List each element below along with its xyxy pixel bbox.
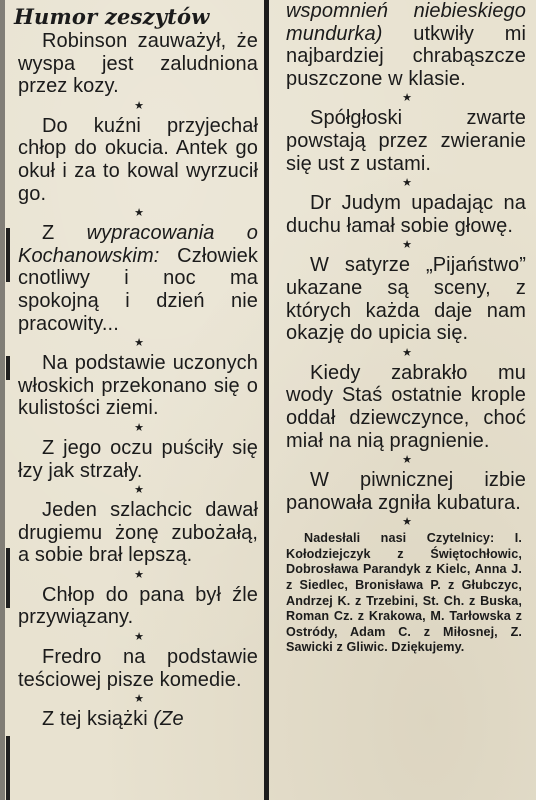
italic-quote: wspomnień niebieskiego mundurka) xyxy=(286,0,526,45)
joke-item xyxy=(8,646,260,691)
joke-item xyxy=(8,499,260,567)
joke-text: Fredro na podstawie teściowej pisze komedie. xyxy=(18,646,258,691)
reader-credits: Nadesłali nasi Czytelnicy: I. Kołodziejczyk z Świętochłowic, Dobrosława Parandyk z Kielc, Anna J. z Siedlec, Bronisława P. z Głubczyc, Andrzej K. z Trzebini, St. Ch. z Buska, Roman Cz. z Krakowa, M. Tarłowska z Ostródy, Adam C. z Miłosnej, Z. Sawicki z Gliwic. Dziękujemy. xyxy=(286,531,522,655)
joke-item xyxy=(8,222,260,335)
star-separator: ★ xyxy=(134,421,144,434)
star-separator: ★ xyxy=(134,693,144,706)
star-separator: ★ xyxy=(134,207,144,220)
italic-quote: wypracowania o Kochanowskim: xyxy=(18,222,258,267)
joke-text: Do kuźni przyjechał chłop do okucia. Antek go okuł i za to kowal wyrzucił go. xyxy=(18,114,258,205)
margin-bar xyxy=(6,736,10,800)
left-edge-shadow xyxy=(0,0,5,800)
joke-text: Na podstawie uczonych włoskich przekonano się o kulistości ziemi. xyxy=(18,352,258,420)
star-separator: ★ xyxy=(134,99,144,112)
star-separator: ★ xyxy=(134,337,144,350)
star-separator: ★ xyxy=(402,454,412,467)
italic-quote: (Ze xyxy=(153,708,184,731)
joke-text: Z jego oczu puściły się łzy jak strzały. xyxy=(18,436,258,482)
joke-text: Robinson zauważył, że wyspa jest zaludniona przez kozy. xyxy=(18,30,258,98)
joke-item xyxy=(276,107,528,175)
joke-item xyxy=(8,352,260,420)
left-column xyxy=(8,0,260,731)
joke-item xyxy=(276,469,528,514)
star-separator: ★ xyxy=(402,177,412,190)
joke-text: Spółgłoski zwarte powstają przez zwieranie się ust z ustami. xyxy=(286,107,526,175)
star-separator: ★ xyxy=(402,346,412,359)
joke-text: Kiedy zabrakło mu wody Staś ostatnie krople oddał dziewczynce, choć miał na nią pragnienie. xyxy=(286,361,526,452)
column-divider-rule xyxy=(264,0,269,800)
joke-text: Jeden szlachcic dawał drugiemu żonę zubożałą, a sobie brał lepszą. xyxy=(18,499,258,567)
joke-item xyxy=(8,437,260,482)
joke-item xyxy=(276,362,528,452)
joke-text: W piwnicznej izbie panowała zgniła kubatura. xyxy=(286,469,526,514)
joke-text: Dr Judym upadając na duchu łamał sobie głowę. xyxy=(286,192,526,237)
star-separator: ★ xyxy=(134,631,144,644)
joke-text: utkwiły mi najbardziej chrabąszcze puszczone w klasie. xyxy=(286,22,526,90)
star-separator: ★ xyxy=(402,516,412,529)
joke-text: Z xyxy=(42,222,87,245)
joke-text: Chłop do pana był źle przywiązany. xyxy=(18,583,258,629)
joke-item xyxy=(276,0,528,90)
star-separator: ★ xyxy=(402,239,412,252)
joke-item xyxy=(8,115,260,205)
joke-item xyxy=(276,254,528,344)
joke-item xyxy=(276,192,528,237)
joke-text: Człowiek cnotliwy i noc ma spokojną i dzień nie pracowity... xyxy=(18,244,258,335)
star-separator: ★ xyxy=(134,568,144,581)
right-column xyxy=(276,0,528,656)
joke-item xyxy=(8,30,260,98)
joke-item xyxy=(8,708,260,731)
star-separator: ★ xyxy=(402,92,412,105)
star-separator: ★ xyxy=(134,484,144,497)
article-title: Humor zeszytów xyxy=(14,4,210,29)
joke-text: W satyrze „Pijaństwo” ukazane są sceny, z których każda daje nam okazję do upicia się. xyxy=(286,254,526,345)
joke-item xyxy=(8,584,260,629)
joke-text: Z tej książki xyxy=(42,708,154,731)
